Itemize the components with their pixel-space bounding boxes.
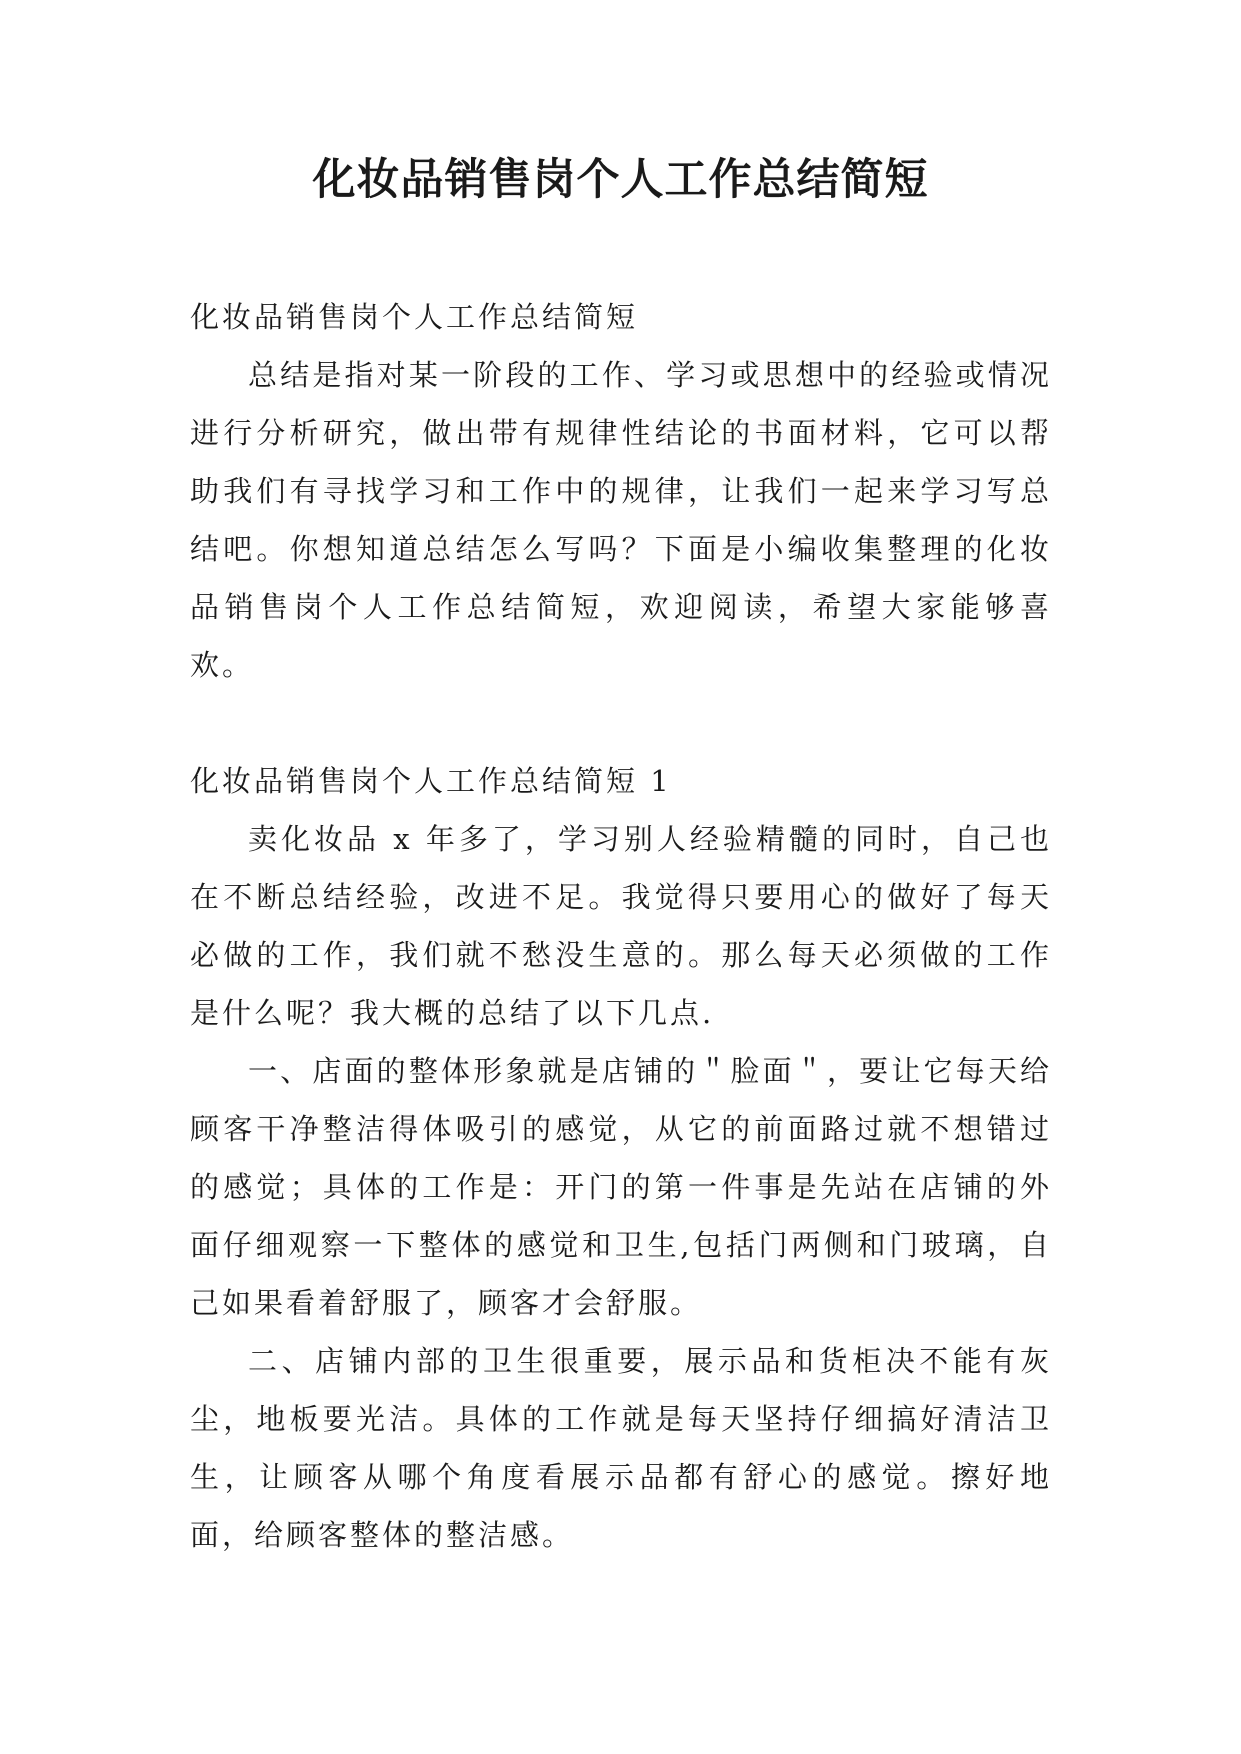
- section-spacer: [190, 694, 1052, 752]
- section1-paragraph-1: 卖化妆品 x 年多了，学习别人经验精髓的同时，自己也在不断总结经验，改进不足。我觉得只要用心的做好了每天必做的工作，我们就不愁没生意的。那么每天必须做的工作是什么呢？我大概的总结了以下几点.: [190, 822, 1052, 1030]
- section1-paragraph-3: 二、店铺内部的卫生很重要，展示品和货柜决不能有灰尘，地板要光洁。具体的工作就是每天坚持仔细搞好清洁卫生，让顾客从哪个角度看展示品都有舒心的感觉。擦好地面，给顾客整体的整洁感。: [190, 1344, 1052, 1552]
- intro-paragraph: 总结是指对某一阶段的工作、学习或思想中的经验或情况进行分析研究，做出带有规律性结论的书面材料，它可以帮助我们有寻找学习和工作中的规律，让我们一起来学习写总结吧。你想知道总结怎么写吗？下面是小编收集整理的化妆品销售岗个人工作总结简短，欢迎阅读，希望大家能够喜欢。: [190, 358, 1052, 682]
- document-body: [190, 288, 1052, 1564]
- section1-heading: 化妆品销售岗个人工作总结简短 1: [190, 764, 672, 798]
- section1-paragraph-2: 一、店面的整体形象就是店铺的＂脸面＂，要让它每天给顾客干净整洁得体吸引的感觉，从它的前面路过就不想错过的感觉；具体的工作是：开门的第一件事是先站在店铺的外面仔细观察一下整体的感觉和卫生,包括门两侧和门玻璃，自己如果看着舒服了，顾客才会舒服。: [190, 1054, 1052, 1320]
- document-title: 化妆品销售岗个人工作总结简短: [312, 155, 929, 205]
- intro-heading: 化妆品销售岗个人工作总结简短: [190, 300, 639, 334]
